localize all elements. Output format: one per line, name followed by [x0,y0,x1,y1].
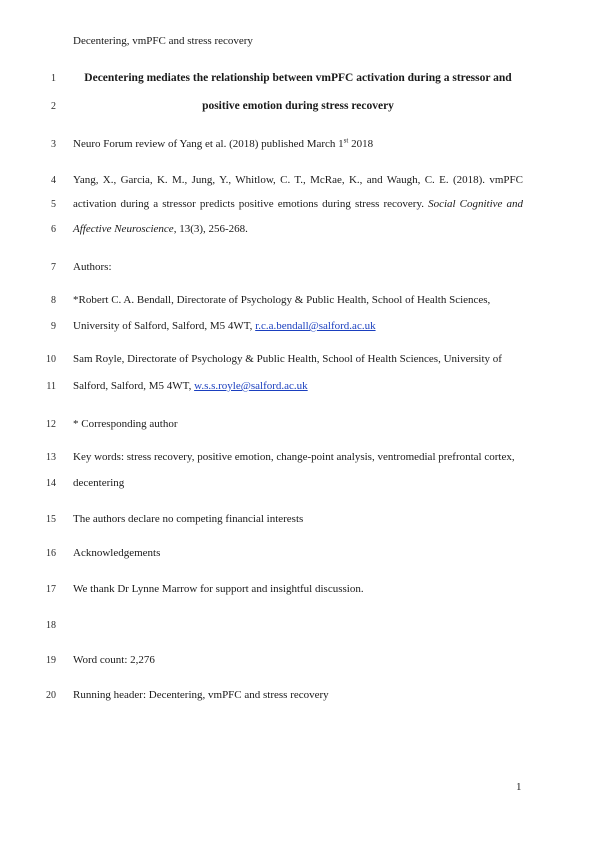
line-number: 6 [51,224,56,235]
journal-name-part-2: Affective Neuroscience [73,223,174,235]
paper-title-line-1: Decentering mediates the relationship between vmPFC activation during a stressor and [84,72,512,84]
competing-interests: The authors declare no competing financial interests [73,513,304,525]
line-number: 19 [46,655,56,666]
line-number: 9 [51,321,56,332]
author-1-address [73,320,523,333]
line-number: 14 [46,478,56,489]
author-1-email-link[interactable]: r.c.a.bendall@salford.ac.uk [255,320,376,332]
citation-line-3 [73,223,523,236]
line-number: 1 [51,73,56,84]
corresponding-author-note: * Corresponding author [73,418,178,430]
line-number: 18 [46,620,56,631]
author-1-affiliation: *Robert C. A. Bendall, Directorate of Psychology & Public Health, School of Health Sciences, [73,294,491,306]
word-count: Word count: 2,276 [73,654,155,666]
keywords-line-2: decentering [73,477,125,489]
line-number: 16 [46,548,56,559]
line-number: 20 [46,690,56,701]
journal-name-part-1: Social Cognitive and [428,198,523,210]
line-number: 8 [51,295,56,306]
authors-heading: Authors: [73,261,112,273]
line-number: 13 [46,452,56,463]
running-header: Decentering, vmPFC and stress recovery [73,35,253,47]
line-number: 11 [46,381,56,392]
line-number: 3 [51,139,56,150]
line-number: 12 [46,419,56,430]
keywords-line-1: Key words: stress recovery, positive emotion, change-point analysis, ventromedial prefrontal cortex, [73,451,515,463]
author-2-address-text: Salford, Salford, M5 4WT, [73,380,195,392]
line-number: 17 [46,584,56,595]
author-1-address-text: University of Salford, Salford, M5 4WT, [73,320,256,332]
acknowledgements-heading: Acknowledgements [73,547,161,559]
author-2-email-link[interactable]: w.s.s.royle@salford.ac.uk [194,380,308,392]
line-number: 2 [51,101,56,112]
review-note [73,138,523,151]
review-note-text: Neuro Forum review of Yang et al. (2018) published March 1 [73,138,344,150]
line-number: 5 [51,199,56,210]
author-2-address [73,380,523,393]
paper-title-line-2: positive emotion during stress recovery [202,100,394,112]
review-note-tail: 2018 [348,138,374,150]
line-number: 7 [51,262,56,273]
line-number: 15 [46,514,56,525]
line-number: 4 [51,175,56,186]
line-number: 10 [46,354,56,365]
running-header-note: Running header: Decentering, vmPFC and stress recovery [73,689,329,701]
citation-volume-pages: , 13(3), 256-268. [173,223,248,235]
page-number: 1 [516,781,522,793]
citation-line-1: Yang, X., Garcia, K. M., Jung, Y., Whitlow, C. T., McRae, K., and Waugh, C. E. (2018). vmPFC [73,174,523,186]
review-note-superscript: st [343,136,349,145]
acknowledgements-text: We thank Dr Lynne Marrow for support and insightful discussion. [73,583,364,595]
author-2-affiliation: Sam Royle, Directorate of Psychology & Public Health, School of Health Sciences, University of [73,353,502,365]
citation-line-2-text: activation during a stressor predicts positive emotions during stress recovery. [73,198,429,210]
citation-line-2 [73,198,523,211]
